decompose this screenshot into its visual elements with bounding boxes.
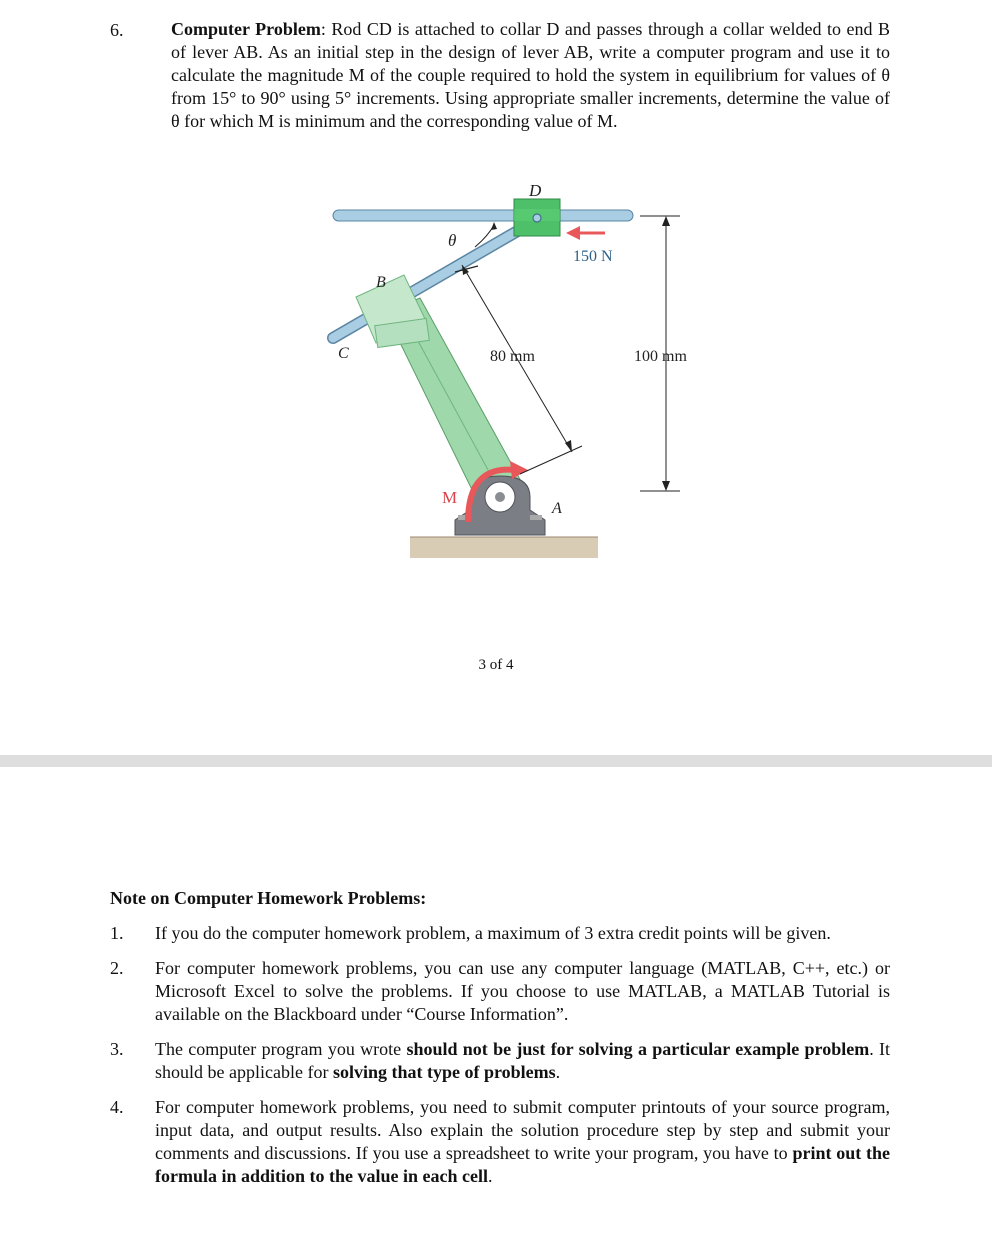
page-divider — [0, 755, 992, 767]
horizontal-rod — [333, 210, 633, 221]
lever-figure — [0, 170, 992, 570]
page-number: 3 of 4 — [478, 657, 514, 673]
problem-body: : Rod CD is attached to collar D and passes through a collar welded to end B of lever AB. As an initial step in the design of lever AB, write a computer program and use it to calculate the magnitude M of the couple required to hold the system in equilibrium for values of θ from 15° to 90° using 5° increments. Using appropriate smaller increments, determine the value of θ for which M is minimum and the corresponding value of M. — [171, 19, 890, 131]
force-arrow — [566, 226, 580, 240]
note-number: 1. — [110, 923, 124, 943]
note-bold: print out the formula in addition to the value in each cell — [155, 1143, 891, 1186]
note-bold: should not be just for solving a particular example problem — [406, 1039, 870, 1059]
label-b: B — [376, 274, 386, 291]
note-number: 2. — [110, 958, 124, 978]
problem-number: 6. — [110, 20, 124, 40]
note-number: 4. — [110, 1097, 124, 1117]
note-text: . — [488, 1166, 493, 1186]
label-dim-100: 100 mm — [634, 348, 687, 365]
note-item — [110, 1038, 890, 1084]
note-item — [110, 957, 890, 1026]
problem-statement — [171, 18, 890, 133]
note-text: For computer homework problems, you can use any computer language (MATLAB, C++, etc.) or Microsoft Excel to solve the problems. If you choose to use MATLAB, a MATLAB Tutorial is available on the Blackboard under “Course Information”. — [155, 958, 890, 1024]
note-text: The computer program you wrote — [155, 1039, 407, 1059]
label-theta: θ — [448, 231, 457, 250]
label-force: 150 N — [573, 248, 613, 265]
notes-heading: Note on Computer Homework Problems: — [110, 888, 427, 908]
note-text: For computer homework problems, you need to submit computer printouts of your source program, input data, and output results. Also explain the solution procedure step by step and submit your comments and discussions. If you use a spreadsheet to write your program, you have to — [155, 1097, 890, 1163]
label-dim-80: 80 mm — [490, 348, 535, 365]
notes-list — [110, 922, 890, 1200]
note-number: 3. — [110, 1039, 124, 1059]
note-text: . It should be applicable for — [155, 1039, 891, 1082]
note-text: . — [555, 1062, 561, 1082]
label-c: C — [338, 345, 349, 362]
note-item — [110, 1096, 890, 1188]
label-d: D — [529, 181, 542, 200]
label-m: M — [442, 488, 458, 507]
note-bold: solving that type of problems — [332, 1062, 556, 1082]
note-item — [110, 922, 890, 945]
problem-heading: Computer Problem — [171, 19, 321, 39]
label-a: A — [552, 500, 562, 517]
ground — [410, 537, 598, 558]
note-text: If you do the computer homework problem, a maximum of 3 extra credit points will be given. — [155, 923, 831, 943]
